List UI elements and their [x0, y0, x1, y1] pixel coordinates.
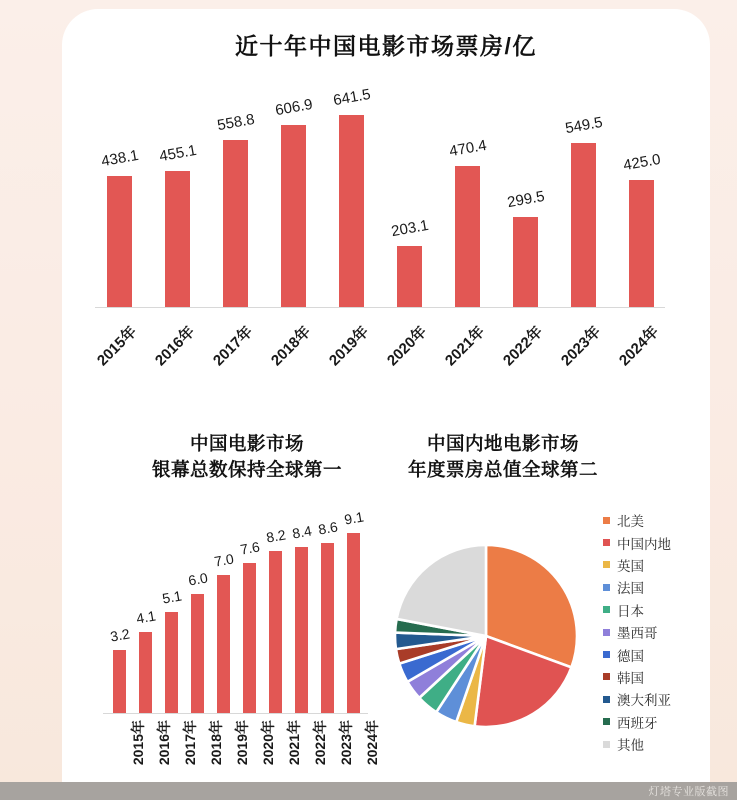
bar-value-label: 641.5	[331, 85, 372, 110]
bar	[347, 533, 360, 713]
top-chart-title: 近十年中国电影市场票房/亿	[235, 33, 537, 59]
bar-value-label: 6.0	[186, 569, 209, 589]
legend-marker-icon	[603, 696, 610, 703]
bar	[295, 547, 308, 713]
bar-value-label: 5.1	[160, 587, 183, 607]
legend-item	[603, 599, 721, 621]
legend-item	[603, 554, 721, 576]
bar	[513, 217, 538, 307]
legend-label: 德国	[617, 648, 644, 664]
legend-label: 墨西哥	[617, 626, 658, 642]
legend-label: 韩国	[617, 670, 644, 686]
x-axis-label: 2020年	[383, 323, 430, 370]
bar	[321, 543, 334, 713]
bar-value-label: 8.6	[316, 518, 339, 538]
x-axis-label: 2015年	[93, 323, 140, 370]
watermark-bar	[0, 782, 737, 800]
bar	[165, 612, 178, 713]
bar-value-label: 8.4	[290, 522, 313, 542]
legend-label: 日本	[617, 603, 644, 619]
legend-marker-icon	[603, 673, 610, 680]
legend-label: 北美	[617, 514, 644, 530]
legend-marker-icon	[603, 561, 610, 568]
legend-marker-icon	[603, 741, 610, 748]
bar-value-label: 558.8	[215, 110, 256, 135]
legend-item	[603, 576, 721, 598]
legend-item	[603, 509, 721, 531]
watermark-text: 灯塔专业版截图	[648, 786, 729, 798]
screens-chart-x-labels	[106, 713, 380, 785]
legend-item	[603, 531, 721, 553]
bar	[243, 563, 256, 713]
x-axis-label: 2016年	[155, 720, 172, 766]
bar	[139, 632, 152, 713]
legend-label: 中国内地	[617, 536, 671, 552]
pie-chart-title	[378, 431, 628, 482]
x-axis-label: 2019年	[233, 720, 250, 766]
top-bar-chart-plot	[95, 85, 665, 307]
pie-chart	[386, 536, 586, 736]
legend-item	[603, 643, 721, 665]
x-axis-label: 2024年	[615, 323, 662, 370]
x-axis-label: 2021年	[441, 323, 488, 370]
legend-item	[603, 666, 721, 688]
legend-marker-icon	[603, 651, 610, 658]
x-axis-label: 2022年	[499, 323, 546, 370]
bar	[223, 140, 248, 307]
screens-chart-title-line2: 银幕总数保持全球第一	[151, 458, 342, 480]
pie-slice	[397, 545, 486, 636]
bar-value-label: 455.1	[157, 141, 198, 166]
screens-chart-title-line1: 中国电影市场	[189, 433, 304, 454]
legend-label: 其他	[617, 738, 644, 754]
bar	[455, 166, 480, 307]
legend-label: 西班牙	[617, 715, 658, 731]
x-axis-label: 2023年	[337, 720, 354, 766]
x-axis-label: 2017年	[209, 323, 256, 370]
screens-bar-chart-plot	[106, 508, 368, 713]
bar-value-label: 7.6	[238, 538, 261, 558]
bar-value-label: 4.1	[134, 607, 157, 627]
legend-label: 英国	[617, 558, 644, 574]
x-axis-label: 2016年	[151, 323, 198, 370]
bar-value-label: 8.2	[264, 526, 287, 546]
x-axis-label: 2020年	[259, 720, 276, 766]
pie-legend	[603, 509, 721, 755]
legend-item	[603, 711, 721, 733]
bar-value-label: 7.0	[212, 550, 235, 570]
bar	[397, 246, 422, 307]
legend-marker-icon	[603, 606, 610, 613]
legend-item	[603, 688, 721, 710]
legend-item	[603, 621, 721, 643]
bar-value-label: 3.2	[108, 625, 131, 645]
legend-marker-icon	[603, 718, 610, 725]
bar	[113, 650, 126, 713]
pie-chart-title-line1: 中国内地电影市场	[426, 433, 579, 454]
bar	[629, 180, 654, 307]
bar	[191, 594, 204, 713]
pie-chart-title-line2: 年度票房总值全球第二	[407, 458, 598, 480]
legend-marker-icon	[603, 539, 610, 546]
x-axis-label: 2021年	[285, 720, 302, 766]
bar-value-label: 470.4	[447, 136, 488, 161]
bar	[269, 551, 282, 713]
bar-value-label: 9.1	[342, 508, 365, 528]
x-axis-label: 2023年	[557, 323, 604, 370]
x-axis-label: 2022年	[311, 720, 328, 766]
top-chart-x-labels	[95, 307, 665, 377]
bar-value-label: 606.9	[273, 95, 314, 120]
x-axis-label: 2018年	[207, 720, 224, 766]
legend-item	[603, 733, 721, 755]
legend-marker-icon	[603, 517, 610, 524]
legend-marker-icon	[603, 629, 610, 636]
bar-value-label: 299.5	[505, 187, 546, 212]
x-axis-label: 2024年	[363, 720, 380, 766]
bar-value-label: 425.0	[621, 150, 662, 175]
bar-value-label: 438.1	[99, 146, 140, 171]
bar	[217, 575, 230, 713]
bar-value-label: 203.1	[389, 216, 430, 241]
screens-chart-title	[97, 431, 397, 482]
bar	[281, 125, 306, 307]
x-axis-label: 2019年	[325, 323, 372, 370]
x-axis-label: 2015年	[129, 720, 146, 766]
bar	[339, 115, 364, 307]
x-axis-label: 2018年	[267, 323, 314, 370]
x-axis-label: 2017年	[181, 720, 198, 766]
legend-label: 澳大利亚	[617, 693, 671, 709]
legend-marker-icon	[603, 584, 610, 591]
bar	[571, 143, 596, 307]
bar	[165, 171, 190, 307]
bar	[107, 176, 132, 307]
legend-label: 法国	[617, 581, 644, 597]
bar-value-label: 549.5	[563, 113, 604, 138]
